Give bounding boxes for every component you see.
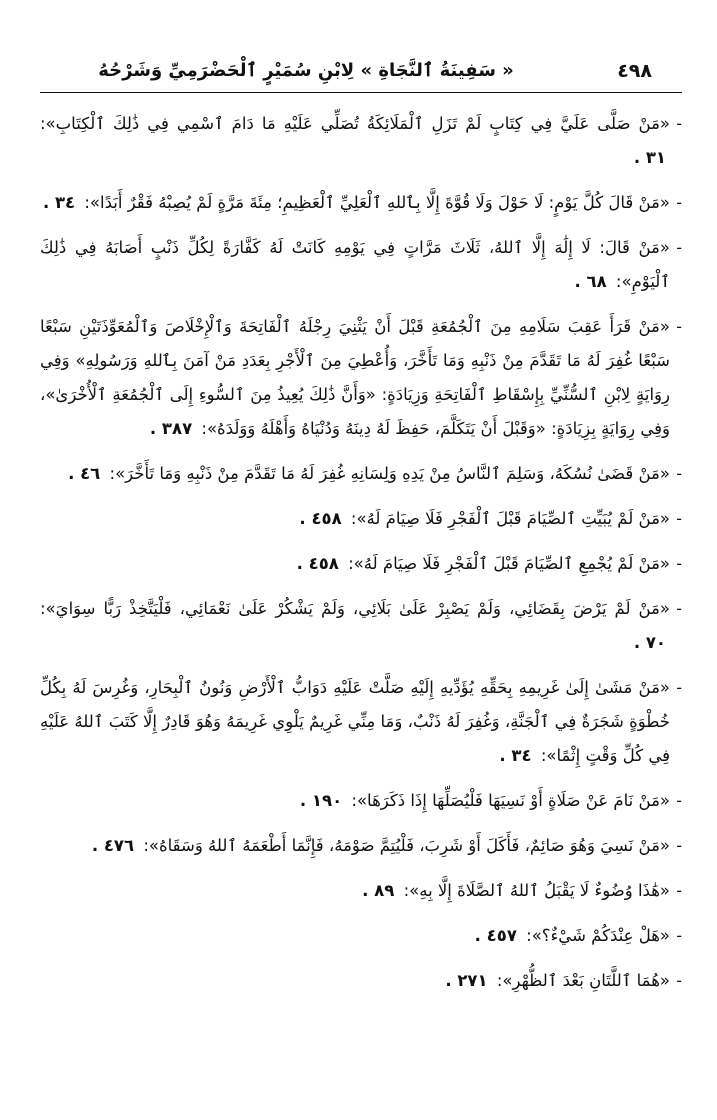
index-entry — [40, 964, 682, 998]
hadith-text: «مَنْ نَسِيَ وَهُوَ صَائِمٌ، فَأَكَلَ أَوْ شَرِبَ، فَلْيُتِمَّ صَوْمَهُ، فَإِنَّمَا أَطْعَمَهُ ٱللهُ وَسَقَاهُ»: — [143, 836, 670, 855]
entry-dash: - — [676, 464, 682, 483]
running-header — [40, 52, 682, 93]
hadith-text: «هُمَا ٱللَّتَانِ بَعْدَ ٱلظُّهْرِ»: — [496, 971, 670, 990]
index-entry — [40, 107, 682, 175]
hadith-text: «مَنْ صَلَّى عَلَيَّ فِي كِتَابٍ لَمْ تَزَلِ ٱلْمَلَائِكَةُ تُصَلِّي عَلَيْهِ مَا دَامَ ٱسْمِي فِي ذَٰلِكَ ٱلْكِتَابِ»: — [40, 114, 670, 133]
page-reference: ٦٨ . — [574, 272, 607, 291]
book-page — [40, 52, 682, 1092]
entry-body — [40, 547, 670, 581]
index-entry — [40, 874, 682, 908]
hadith-text: «مَنْ قَضَىٰ نُسُكَهُ، وَسَلِمَ ٱلنَّاسُ مِنْ يَدِهِ وَلِسَانِهِ غُفِرَ لَهُ مَا تَقَدَّمَ مِنْ ذَنْبِهِ وَمَا تَأَخَّرَ»: — [109, 464, 670, 483]
page-reference: ٢٧١ . — [445, 971, 488, 990]
index-entry — [40, 547, 682, 581]
hadith-text: «مَنْ نَامَ عَنْ صَلَاةٍ أَوْ نَسِيَهَا فَلْيُصَلِّهَا إِذَا ذَكَرَهَا»: — [351, 791, 670, 810]
index-entry — [40, 502, 682, 536]
entry-dash: - — [676, 678, 682, 697]
entry-dash: - — [676, 971, 682, 990]
entry-dash: - — [676, 926, 682, 945]
entry-body — [40, 107, 670, 175]
page-reference: ٤٥٧ . — [474, 926, 517, 945]
hadith-text: «مَنْ قَالَ كُلَّ يَوْمٍ: لَا حَوْلَ وَلَا قُوَّةَ إِلَّا بِٱللهِ ٱلْعَلِيِّ ٱلْعَظِيمِ؛ مِئَةَ مَرَّةٍ لَمْ يُصِبْهُ فَقْرٌ أَبَدًا»: — [84, 193, 670, 212]
hadith-text: «مَنْ قَالَ: لَا إِلَٰهَ إِلَّا ٱللهُ، ثَلَاثَ مَرَّاتٍ فِي يَوْمِهِ كَانَتْ لَهُ كَفَّارَةً لِكُلِّ ذَنْبٍ أَصَابَهُ فِي ذَٰلِكَ ٱلْيَوْمِ»: — [40, 238, 670, 291]
page-reference: ٣٤ . — [42, 193, 76, 212]
entry-body — [40, 310, 670, 446]
entry-dash: - — [676, 599, 682, 618]
entry-body — [40, 502, 670, 536]
entry-dash: - — [676, 317, 682, 336]
entry-body — [40, 592, 670, 660]
page-reference: ٤٥٨ . — [296, 554, 339, 573]
entry-body — [40, 829, 670, 863]
entry-body — [40, 784, 670, 818]
hadith-text: «مَنْ لَمْ يُجْمِعِ ٱلصِّيَامَ قَبْلَ ٱلْفَجْرِ فَلَا صِيَامَ لَهُ»: — [348, 554, 670, 573]
hadith-text: «مَنْ لَمْ يُبَيِّتِ ٱلصِّيَامَ قَبْلَ ٱلْفَجْرِ فَلَا صِيَامَ لَهُ»: — [350, 509, 670, 528]
index-entry — [40, 784, 682, 818]
entry-body — [40, 457, 670, 491]
index-entry — [40, 829, 682, 863]
hadith-text: «مَنْ قَرَأَ عَقِبَ سَلَامِهِ مِنَ ٱلْجُمُعَةِ قَبْلَ أَنْ يَثْنِيَ رِجْلَهُ ٱلْفَاتِحَةَ وَٱلْإِخْلَاصَ وَٱلْمُعَوِّذَتَيْنِ سَبْعًا سَبْعًا غُفِرَ لَهُ مَا تَقَدَّمَ مِنْ ذَنْبِهِ وَمَا تَأَخَّرَ، وَأُعْطِيَ مِنَ ٱلْأَجْرِ بِعَدَدِ مَنْ آمَنَ بِٱللهِ وَرَسُولِهِ» وَفِي رِوَايَةٍ لِابْنِ ٱلسُّنِّيِّ بِإِسْقَاطِ ٱلْفَاتِحَةِ وَزِيَادَةٍ: «وَأَنَّ ذَٰلِكَ يُعِيذُ مِنَ ٱلسُّوءِ إِلَى ٱلْجُمُعَةِ ٱلْأُخْرَىٰ»، وَفِي رِوَايَةٍ بِزِيَادَةٍ: «وَقَبْلَ أَنْ يَتَكَلَّمَ، حَفِظَ لَهُ دِينَهُ وَدُنْيَاهُ وَأَهْلَهُ وَوَلَدَهُ»: — [40, 317, 670, 438]
hadith-text: «مَنْ مَشَىٰ إِلَىٰ غَرِيمِهِ بِحَقِّهِ يُؤَدِّيهِ إِلَيْهِ صَلَّتْ عَلَيْهِ دَوَابُّ ٱلْأَرْضِ وَنُونُ ٱلْبِحَارِ، وَغُرِسَ لَهُ بِكُلِّ خُطْوَةٍ شَجَرَةٌ فِي ٱلْجَنَّةِ، وَغُفِرَ لَهُ ذَنْبٌ، وَمَا مِنِّي غَرِيمٌ يَلْوِي غَرِيمَهُ وَهُوَ قَادِرٌ إِلَّا كَتَبَ ٱللهُ عَلَيْهِ فِي كُلِّ وَقْتٍ إِثْمًا»: — [40, 678, 670, 765]
entry-body — [40, 186, 670, 220]
hadith-text: «مَنْ لَمْ يَرْضَ بِقَضَائِي، وَلَمْ يَصْبِرْ عَلَىٰ بَلَائِي، وَلَمْ يَشْكُرْ عَلَىٰ نَعْمَائِي، فَلْيَتَّخِذْ رَبًّا سِوَايَ»: — [40, 599, 670, 618]
page-reference: ١٩٠ . — [299, 791, 343, 810]
hadith-text: «هَٰذَا وُضُوءٌ لَا يَقْبَلُ ٱللهُ ٱلصَّلَاةَ إِلَّا بِهِ»: — [403, 881, 670, 900]
page-reference: ٤٧٦ . — [91, 836, 135, 855]
page-reference: ٣٨٧ . — [149, 419, 193, 438]
entry-body — [40, 964, 670, 998]
page-reference: ٣١ . — [633, 148, 666, 167]
page-reference: ٤٥٨ . — [299, 509, 342, 528]
entry-dash: - — [676, 193, 682, 212]
entry-dash: - — [676, 881, 682, 900]
index-entry — [40, 671, 682, 773]
page-number: ٤٩٨ — [617, 60, 652, 82]
entry-dash: - — [676, 238, 682, 257]
entry-body — [40, 874, 670, 908]
index-entry — [40, 919, 682, 953]
index-entry — [40, 186, 682, 220]
hadith-text: «هَلْ عِنْدَكُمْ شَيْءٌ؟»: — [526, 926, 670, 945]
entry-dash: - — [676, 836, 682, 855]
index-entry — [40, 457, 682, 491]
index-entry — [40, 310, 682, 446]
entry-dash: - — [676, 114, 682, 133]
entry-dash: - — [676, 791, 682, 810]
hadith-index-list — [40, 107, 682, 998]
entry-dash: - — [676, 554, 682, 573]
book-title: « سَفِينَةُ ٱلنَّجَاةِ » لِابْنِ سُمَيْرٍ ٱلْحَضْرَمِيِّ وَشَرْحُهُ — [98, 60, 514, 81]
page-reference: ٨٩ . — [362, 881, 395, 900]
entry-dash: - — [676, 509, 682, 528]
entry-body — [40, 919, 670, 953]
entry-body — [40, 231, 670, 299]
page-reference: ٧٠ . — [633, 633, 666, 652]
index-entry — [40, 592, 682, 660]
index-entry — [40, 231, 682, 299]
page-reference: ٤٦ . — [68, 464, 101, 483]
page-reference: ٣٤ . — [499, 746, 532, 765]
entry-body — [40, 671, 670, 773]
